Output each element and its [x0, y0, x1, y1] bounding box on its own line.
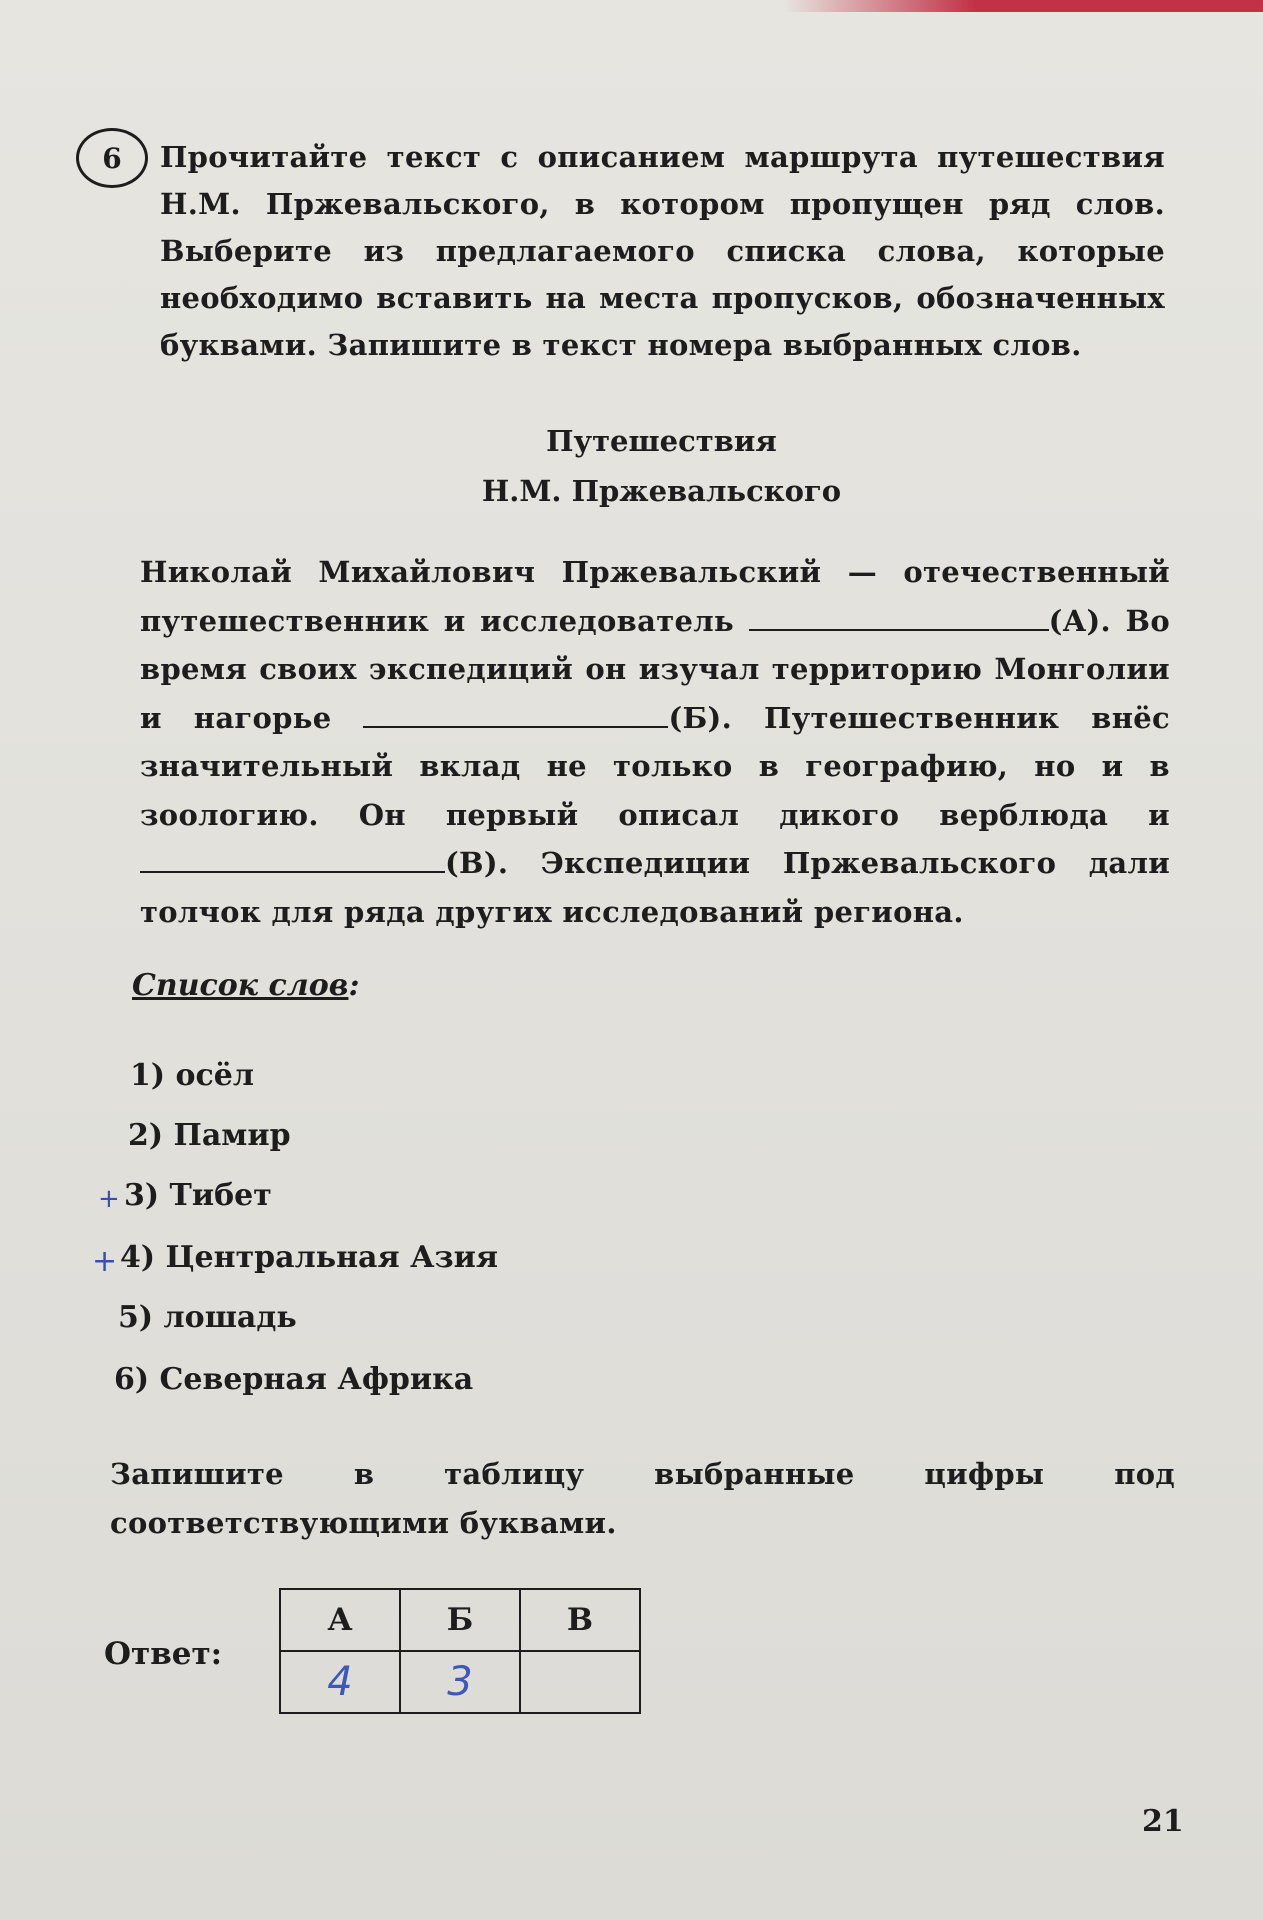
list-item: 2) Памир: [128, 1118, 291, 1153]
list-item: 1) осёл: [130, 1058, 255, 1093]
word-list-heading: Список слов:: [132, 968, 360, 1003]
passage-title-line1: Путешествия: [546, 424, 777, 458]
answer-table: [279, 1588, 641, 1714]
red-cover-edge: [783, 0, 1263, 12]
pencil-plus-mark: +: [98, 1184, 120, 1214]
blank-b[interactable]: [363, 696, 668, 728]
answer-header-a: А: [280, 1589, 400, 1651]
passage-title-line2: Н.М. Пржевальского: [481, 474, 842, 508]
blank-label-b: (Б).: [668, 700, 732, 735]
passage-text: [140, 548, 1170, 936]
blank-a[interactable]: [749, 599, 1049, 631]
answer-cell-a[interactable]: 4: [280, 1651, 400, 1713]
passage-part4: Экспедиции Пржевальского дали толчок для ряда других исследований региона.: [140, 846, 1170, 929]
answer-value-row: [280, 1651, 640, 1713]
passage-part3: Путешественник внёс значительный вклад не только в географию, но и в зоологию. Он первый описал дикого верблюда и: [140, 700, 1170, 832]
passage-part2: Во время своих экспедиций он изучал территорию Монголии и нагорье: [140, 603, 1170, 735]
answer-cell-b[interactable]: 3: [400, 1651, 520, 1713]
list-item: 6) Северная Африка: [114, 1362, 474, 1397]
task-instruction: Прочитайте текст с описанием маршрута путешествия Н.М. Пржевальского, в котором пропущен ряд слов. Выберите из предлагаемого списка слова, которые необходимо вставить на места пропусков, обозначенных буквами. Запишите в текст номера выбранных слов.: [160, 140, 1165, 362]
table-instruction: Запишите в таблицу выбранные цифры под соответствующими буквами.: [110, 1457, 1175, 1540]
list-item: 5) лошадь: [118, 1300, 297, 1335]
passage-part1: Николай Михайлович Пржевальский — отечественный путешественник и исследователь: [140, 555, 1170, 638]
page-number: 21: [1142, 1804, 1184, 1839]
answer-cell-v[interactable]: [520, 1651, 640, 1713]
list-item: 4) Центральная Азия: [120, 1240, 499, 1275]
answer-header-row: [280, 1589, 640, 1651]
answer-header-b: Б: [400, 1589, 520, 1651]
question-number-badge: [76, 128, 148, 188]
blank-label-a: (А).: [1048, 603, 1111, 638]
list-item: 3) Тибет: [124, 1178, 272, 1213]
answer-label: Ответ:: [104, 1636, 223, 1672]
pencil-plus-mark: +: [92, 1244, 118, 1279]
blank-v[interactable]: [140, 841, 445, 873]
blank-label-v: (В).: [445, 846, 509, 880]
answer-header-v: В: [520, 1589, 640, 1651]
question-number: 6: [102, 141, 122, 175]
